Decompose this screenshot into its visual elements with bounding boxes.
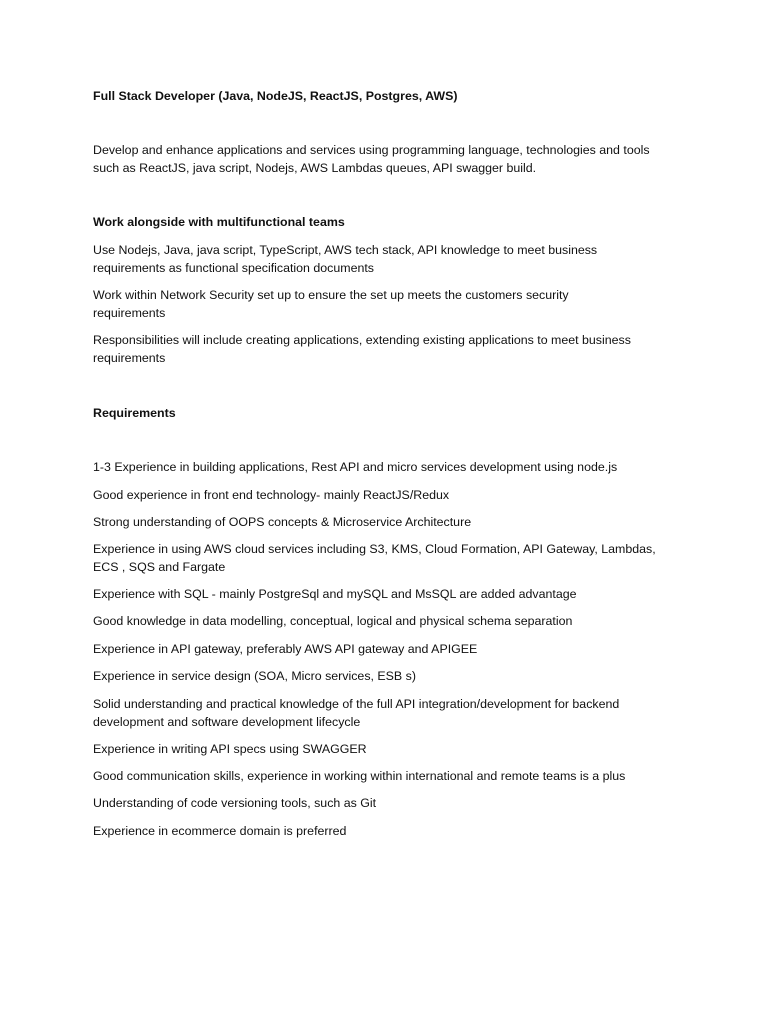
document-title: Full Stack Developer (Java, NodeJS, ReactJS, Postgres, AWS) [93, 89, 458, 103]
list-item: Good communication skills, experience in working within international and remote teams is a plus [93, 769, 626, 783]
list-item: Experience with SQL - mainly PostgreSql and mySQL and MsSQL are added advantage [93, 587, 577, 601]
list-item: Experience in service design (SOA, Micro services, ESB s) [93, 669, 416, 683]
list-item: Solid understanding and practical knowledge of the full API integration/development for backend development and software development lifecycle [93, 697, 620, 729]
list-item: Understanding of code versioning tools, such as Git [93, 796, 377, 810]
list-item: Experience in ecommerce domain is preferred [93, 824, 347, 838]
list-item: Experience in writing API specs using SWAGGER [93, 742, 367, 756]
list-item: Strong understanding of OOPS concepts & Microservice Architecture [93, 515, 472, 529]
section-heading-requirements: Requirements [93, 406, 176, 420]
list-item: Experience in API gateway, preferably AWS API gateway and APIGEE [93, 642, 478, 656]
list-item: Use Nodejs, Java, java script, TypeScript, AWS tech stack, API knowledge to meet business requirements as functional specification documents [93, 243, 598, 275]
list-item: Experience in using AWS cloud services including S3, KMS, Cloud Formation, API Gateway, Lambdas, ECS , SQS and Fargate [93, 542, 656, 574]
list-item: Responsibilities will include creating applications, extending existing applications to meet business requirements [93, 333, 631, 365]
list-item: 1-3 Experience in building applications, Rest API and micro services development using node.js [93, 460, 618, 474]
section-heading-teams: Work alongside with multifunctional teams [93, 215, 345, 229]
list-item: Work within Network Security set up to ensure the set up meets the customers security requirements [93, 288, 569, 320]
list-item: Good experience in front end technology- mainly ReactJS/Redux [93, 488, 450, 502]
intro-paragraph: Develop and enhance applications and services using programming language, technologies and tools such as ReactJS, java script, Nodejs, AWS Lambdas queues, API swagger build. [93, 143, 650, 175]
list-item: Good knowledge in data modelling, conceptual, logical and physical schema separation [93, 614, 573, 628]
